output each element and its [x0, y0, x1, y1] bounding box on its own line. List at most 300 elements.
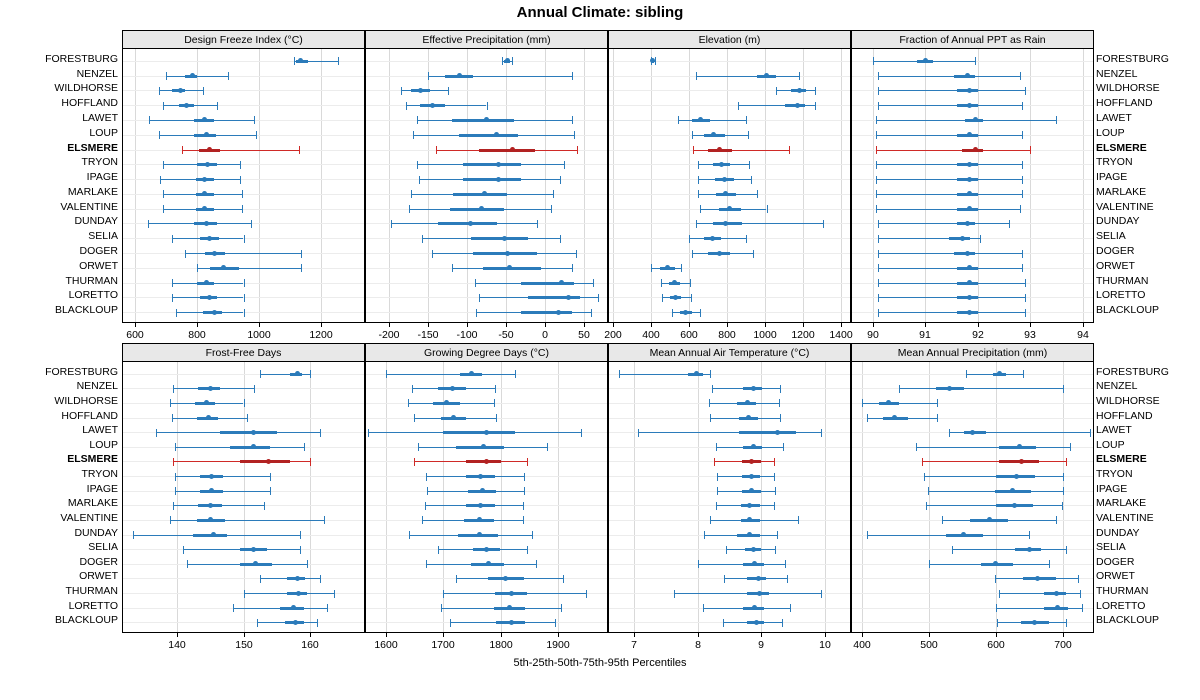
whisker-cap — [251, 220, 252, 228]
whisker-cap — [867, 414, 868, 422]
row-guide — [609, 268, 850, 269]
site-label-valentine: VALENTINE — [60, 511, 118, 524]
iqr-bar — [450, 208, 504, 211]
axis-tick — [428, 323, 429, 327]
whisker-range — [698, 564, 786, 565]
whisker-cap — [532, 531, 533, 539]
whisker-cap — [926, 502, 927, 510]
chart-panel — [365, 343, 608, 633]
site-label-blackloup: BLACKLOUP — [54, 304, 118, 317]
whisker-cap — [176, 309, 177, 317]
median-marker — [211, 532, 216, 537]
whisker-cap — [782, 619, 783, 627]
whisker-cap — [185, 250, 186, 258]
whisker-cap — [696, 220, 697, 228]
whisker-range — [996, 608, 1082, 609]
whisker-range — [899, 388, 1063, 389]
median-marker — [751, 386, 756, 391]
plot-area — [609, 49, 850, 322]
axis-tick-label: 1800 — [489, 639, 513, 651]
axis-tick-label: 500 — [920, 639, 938, 651]
axis-tick-label: 1200 — [791, 329, 815, 341]
whisker-cap — [148, 220, 149, 228]
whisker-range — [878, 253, 1022, 254]
whisker-cap — [320, 429, 321, 437]
whisker-cap — [1049, 560, 1050, 568]
site-label-right-thurman: THURMAN — [1096, 585, 1149, 598]
whisker-cap — [876, 176, 877, 184]
whisker-cap — [717, 473, 718, 481]
whisker-cap — [334, 590, 335, 598]
median-marker — [477, 532, 482, 537]
iqr-bar — [456, 446, 504, 449]
median-marker — [1019, 459, 1024, 464]
whisker-cap — [422, 235, 423, 243]
median-marker — [892, 415, 897, 420]
axis-tick — [873, 323, 874, 327]
whisker-cap — [411, 190, 412, 198]
whisker-cap — [527, 458, 528, 466]
whisker-cap — [783, 443, 784, 451]
whisker-cap — [799, 72, 800, 80]
whisker-cap — [1030, 146, 1031, 154]
whisker-cap — [738, 102, 739, 110]
whisker-cap — [716, 502, 717, 510]
whisker-cap — [577, 146, 578, 154]
median-marker — [296, 591, 301, 596]
whisker-cap — [450, 619, 451, 627]
axis-tick-label: 160 — [301, 639, 319, 651]
median-marker — [484, 459, 489, 464]
whisker-cap — [426, 473, 427, 481]
whisker-cap — [240, 176, 241, 184]
whisker-cap — [182, 146, 183, 154]
median-marker — [478, 474, 483, 479]
axis-tick — [135, 323, 136, 327]
median-marker — [212, 251, 217, 256]
whisker-cap — [899, 385, 900, 393]
whisker-cap — [821, 429, 822, 437]
whisker-cap — [1009, 220, 1010, 228]
whisker-cap — [159, 131, 160, 139]
whisker-cap — [1025, 294, 1026, 302]
axis-tick — [613, 323, 614, 327]
whisker-cap — [133, 531, 134, 539]
whisker-range — [878, 312, 1025, 313]
whisker-cap — [698, 161, 699, 169]
median-marker — [251, 430, 256, 435]
whisker-cap — [774, 502, 775, 510]
median-marker — [418, 88, 423, 93]
whisker-cap — [704, 531, 705, 539]
site-label-nenzel: NENZEL — [76, 380, 118, 393]
whisker-cap — [710, 414, 711, 422]
plot-area — [123, 362, 364, 632]
whisker-cap — [175, 473, 176, 481]
row-guide — [609, 61, 850, 62]
whisker-cap — [703, 604, 704, 612]
chart-panel — [365, 30, 608, 323]
whisker-cap — [876, 146, 877, 154]
median-marker — [208, 503, 213, 508]
site-label-nenzel: NENZEL — [76, 67, 118, 80]
whisker-cap — [555, 619, 556, 627]
whisker-cap — [749, 161, 750, 169]
iqr-bar — [443, 431, 515, 434]
whisker-cap — [1066, 458, 1067, 466]
whisker-cap — [966, 370, 967, 378]
whisker-range — [876, 194, 1023, 195]
whisker-cap — [775, 546, 776, 554]
site-label-hoffland: HOFFLAND — [61, 409, 118, 422]
whisker-cap — [574, 131, 575, 139]
whisker-cap — [746, 116, 747, 124]
axis-tick — [1083, 323, 1084, 327]
whisker-cap — [327, 604, 328, 612]
whisker-cap — [1082, 604, 1083, 612]
site-label-dunday: DUNDAY — [74, 526, 118, 539]
whisker-cap — [995, 575, 996, 583]
site-label-elsmere: ELSMERE — [67, 141, 118, 154]
chart-panel — [851, 343, 1094, 633]
whisker-cap — [175, 443, 176, 451]
iqr-bar — [521, 311, 572, 314]
site-label-right-orwet: ORWET — [1096, 259, 1135, 272]
whisker-cap — [1022, 102, 1023, 110]
site-label-selia: SELIA — [88, 230, 118, 243]
whisker-cap — [1063, 385, 1064, 393]
site-label-ipage: IPAGE — [86, 171, 118, 184]
site-label-right-doger: DOGER — [1096, 245, 1135, 258]
median-marker — [430, 103, 435, 108]
whisker-cap — [753, 250, 754, 258]
axis-tick-label: 600 — [126, 329, 144, 341]
whisker-cap — [821, 590, 822, 598]
whisker-cap — [170, 399, 171, 407]
whisker-cap — [495, 385, 496, 393]
median-marker — [751, 547, 756, 552]
whisker-cap — [436, 146, 437, 154]
whisker-cap — [247, 414, 248, 422]
chart-panel — [851, 30, 1094, 323]
axis-tick — [761, 633, 762, 637]
whisker-cap — [952, 546, 953, 554]
axis-tick-label: 150 — [235, 639, 253, 651]
site-labels-right — [1096, 30, 1200, 323]
chart-panel — [608, 30, 851, 323]
site-label-right-hoffland: HOFFLAND — [1096, 97, 1153, 110]
whisker-cap — [564, 161, 565, 169]
axis-tick — [689, 323, 690, 327]
whisker-cap — [780, 385, 781, 393]
whisker-range — [170, 520, 324, 521]
whisker-cap — [1056, 516, 1057, 524]
whisker-cap — [260, 370, 261, 378]
site-label-dunday: DUNDAY — [74, 215, 118, 228]
whisker-cap — [1022, 161, 1023, 169]
whisker-cap — [674, 590, 675, 598]
axis-tick-label: 1000 — [247, 329, 271, 341]
axis-tick — [386, 633, 387, 637]
whisker-cap — [690, 279, 691, 287]
whisker-cap — [593, 279, 594, 287]
whisker-cap — [572, 72, 573, 80]
whisker-cap — [689, 235, 690, 243]
median-marker — [673, 295, 678, 300]
site-label-forestburg: FORESTBURG — [45, 52, 118, 65]
whisker-cap — [878, 235, 879, 243]
whisker-cap — [681, 264, 682, 272]
whisker-cap — [172, 294, 173, 302]
axis-tick — [698, 633, 699, 637]
row-guide — [123, 578, 364, 579]
whisker-cap — [244, 590, 245, 598]
median-marker — [184, 103, 189, 108]
whisker-cap — [693, 146, 694, 154]
whisker-cap — [553, 190, 554, 198]
whisker-cap — [476, 309, 477, 317]
median-marker — [509, 591, 514, 596]
whisker-cap — [304, 443, 305, 451]
whisker-cap — [867, 531, 868, 539]
whisker-cap — [710, 370, 711, 378]
median-marker — [505, 251, 510, 256]
whisker-cap — [790, 604, 791, 612]
whisker-cap — [163, 161, 164, 169]
site-labels-right — [1096, 343, 1200, 633]
axis-tick — [996, 633, 997, 637]
whisker-cap — [1022, 176, 1023, 184]
whisker-cap — [197, 264, 198, 272]
whisker-cap — [240, 161, 241, 169]
row-guide — [609, 283, 850, 284]
whisker-range — [876, 164, 1023, 165]
whisker-cap — [1025, 279, 1026, 287]
site-label-wildhorse: WILDHORSE — [54, 82, 118, 95]
whisker-range — [878, 76, 1019, 77]
site-label-orwet: ORWET — [79, 259, 118, 272]
iqr-bar — [528, 296, 580, 299]
chart-panel — [122, 30, 365, 323]
whisker-cap — [187, 560, 188, 568]
axis-tick-label: -50 — [498, 329, 514, 341]
plot-area — [123, 49, 364, 322]
site-label-blackloup: BLACKLOUP — [54, 614, 118, 627]
whisker-cap — [244, 399, 245, 407]
whisker-cap — [163, 205, 164, 213]
whisker-cap — [441, 604, 442, 612]
site-label-right-loup: LOUP — [1096, 126, 1125, 139]
whisker-cap — [724, 575, 725, 583]
whisker-cap — [714, 458, 715, 466]
whisker-cap — [997, 619, 998, 627]
whisker-cap — [878, 294, 879, 302]
axis-tick — [1063, 633, 1064, 637]
whisker-cap — [254, 385, 255, 393]
site-label-right-valentine: VALENTINE — [1096, 511, 1154, 524]
whisker-cap — [419, 176, 420, 184]
whisker-cap — [301, 264, 302, 272]
chart-panel — [608, 343, 851, 633]
axis-tick-label: 9 — [758, 639, 764, 651]
site-label-right-marlake: MARLAKE — [1096, 497, 1147, 510]
site-label-right-nenzel: NENZEL — [1096, 67, 1138, 80]
whisker-cap — [698, 190, 699, 198]
site-label-tryon: TRYON — [81, 468, 118, 481]
whisker-cap — [172, 235, 173, 243]
site-labels-left — [0, 30, 118, 323]
median-marker — [469, 371, 474, 376]
whisker-cap — [638, 429, 639, 437]
whisker-cap — [999, 590, 1000, 598]
site-label-wildhorse: WILDHORSE — [54, 394, 118, 407]
row-guide — [123, 164, 364, 165]
site-label-doger: DOGER — [79, 245, 118, 258]
whisker-cap — [228, 72, 229, 80]
median-marker — [502, 236, 507, 241]
whisker-cap — [487, 102, 488, 110]
site-label-right-elsmere: ELSMERE — [1096, 141, 1147, 154]
whisker-cap — [427, 487, 428, 495]
whisker-cap — [368, 429, 369, 437]
axis-tick-label: 1000 — [753, 329, 777, 341]
whisker-cap — [937, 399, 938, 407]
whisker-range — [386, 374, 515, 375]
whisker-cap — [551, 205, 552, 213]
median-marker — [510, 147, 515, 152]
median-marker — [710, 236, 715, 241]
whisker-cap — [496, 414, 497, 422]
whisker-cap — [338, 57, 339, 65]
whisker-cap — [561, 604, 562, 612]
median-marker — [1054, 591, 1059, 596]
whisker-cap — [160, 176, 161, 184]
median-marker — [457, 73, 462, 78]
whisker-cap — [598, 294, 599, 302]
site-label-lawet: LAWET — [82, 111, 118, 124]
whisker-cap — [1062, 502, 1063, 510]
plot-area — [852, 49, 1093, 322]
site-labels-left — [0, 343, 118, 633]
whisker-cap — [173, 502, 174, 510]
median-marker — [484, 547, 489, 552]
whisker-range — [878, 297, 1025, 298]
whisker-cap — [746, 235, 747, 243]
whisker-cap — [1025, 309, 1026, 317]
axis-tick-label: -200 — [378, 329, 400, 341]
whisker-cap — [173, 458, 174, 466]
site-label-right-orwet: ORWET — [1096, 570, 1135, 583]
site-label-marlake: MARLAKE — [67, 497, 118, 510]
median-marker — [479, 206, 484, 211]
whisker-range — [924, 476, 1063, 477]
site-label-right-loretto: LORETTO — [1096, 599, 1146, 612]
median-marker — [484, 430, 489, 435]
iqr-bar — [220, 431, 277, 434]
whisker-cap — [916, 443, 917, 451]
axis-tick — [925, 323, 926, 327]
whisker-cap — [1090, 429, 1091, 437]
chart-row-top — [0, 30, 1200, 357]
median-marker — [1012, 503, 1017, 508]
median-marker — [556, 310, 561, 315]
plot-area — [609, 362, 850, 632]
axis-tick — [651, 323, 652, 327]
median-marker — [965, 73, 970, 78]
site-label-right-forestburg: FORESTBURG — [1096, 52, 1169, 65]
whisker-cap — [172, 414, 173, 422]
axis-tick-label: 1400 — [829, 329, 853, 341]
axis-tick-label: 1700 — [431, 639, 455, 651]
site-label-right-forestburg: FORESTBURG — [1096, 365, 1169, 378]
axis-tick — [506, 323, 507, 327]
median-marker — [209, 474, 214, 479]
whisker-cap — [876, 116, 877, 124]
whisker-cap — [876, 161, 877, 169]
median-marker — [965, 251, 970, 256]
whisker-cap — [1022, 250, 1023, 258]
whisker-cap — [1023, 370, 1024, 378]
whisker-cap — [456, 575, 457, 583]
whisker-cap — [494, 399, 495, 407]
whisker-cap — [928, 487, 929, 495]
whisker-cap — [417, 116, 418, 124]
whisker-range — [260, 374, 310, 375]
whisker-cap — [776, 87, 777, 95]
median-marker — [204, 221, 209, 226]
axis-tick-label: 92 — [972, 329, 984, 341]
whisker-cap — [1066, 619, 1067, 627]
whisker-cap — [692, 250, 693, 258]
whisker-cap — [767, 205, 768, 213]
row-guide — [123, 76, 364, 77]
whisker-cap — [1078, 575, 1079, 583]
whisker-cap — [709, 399, 710, 407]
site-label-hoffland: HOFFLAND — [61, 97, 118, 110]
site-label-right-ipage: IPAGE — [1096, 171, 1128, 184]
row-guide — [609, 312, 850, 313]
whisker-cap — [949, 429, 950, 437]
iqr-bar — [471, 237, 528, 240]
axis-tick-label: 600 — [987, 639, 1005, 651]
whisker-cap — [310, 458, 311, 466]
site-label-right-selia: SELIA — [1096, 541, 1126, 554]
whisker-cap — [428, 72, 429, 80]
row-guide — [123, 105, 364, 106]
row-guide — [366, 61, 607, 62]
whisker-cap — [751, 176, 752, 184]
iqr-bar — [739, 431, 796, 434]
whisker-cap — [173, 385, 174, 393]
median-marker — [947, 386, 952, 391]
axis-tick — [443, 633, 444, 637]
panel-title: Elevation (m) — [609, 31, 850, 49]
whisker-cap — [300, 531, 301, 539]
whisker-range — [878, 105, 1022, 106]
axis-tick — [978, 323, 979, 327]
whisker-cap — [264, 502, 265, 510]
whisker-cap — [560, 176, 561, 184]
median-marker — [509, 620, 514, 625]
whisker-cap — [586, 590, 587, 598]
iqr-bar — [521, 282, 574, 285]
whisker-cap — [1029, 531, 1030, 539]
whisker-cap — [560, 235, 561, 243]
whisker-cap — [717, 487, 718, 495]
whisker-cap — [922, 458, 923, 466]
whisker-cap — [563, 575, 564, 583]
whisker-range — [926, 505, 1062, 506]
